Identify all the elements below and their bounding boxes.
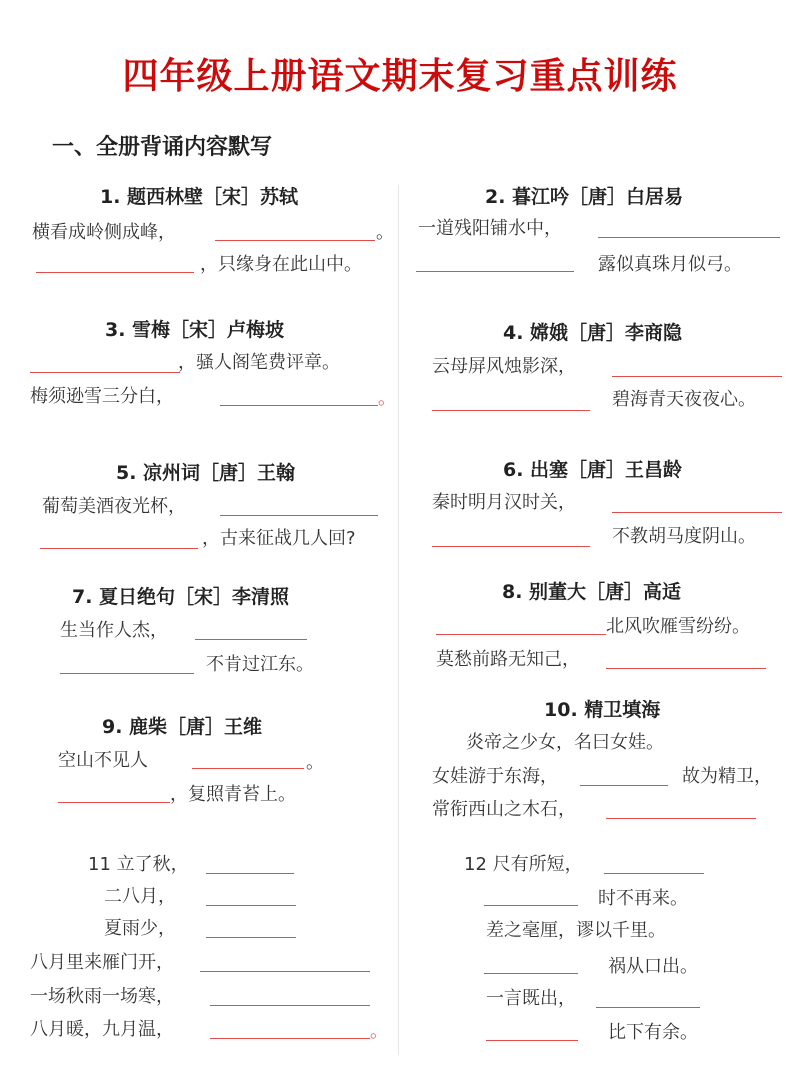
poem-title: 6. 出塞［唐］王昌龄 <box>503 459 683 481</box>
poem-title: 1. 题西林壁［宋］苏轼 <box>100 186 299 208</box>
poem-line: 莫愁前路无知己， <box>436 649 580 670</box>
fill-blank[interactable] <box>206 905 296 906</box>
poem-line: 横看成岭侧成峰， <box>32 222 176 243</box>
poem-title: 8. 别董大［唐］高适 <box>502 581 682 603</box>
fill-blank[interactable] <box>606 818 756 819</box>
poem-line: 秦时明月汉时关， <box>432 492 576 513</box>
poem-punct: 。 <box>370 1021 388 1042</box>
fill-blank[interactable] <box>220 405 378 406</box>
poem-line: 碧海青天夜夜心。 <box>612 389 756 410</box>
poem-line: 女娃游于东海， <box>432 766 558 787</box>
poem-line: 一道残阳铺水中， <box>418 218 562 239</box>
poem-line: 八月里来雁门开， <box>30 952 174 973</box>
fill-blank[interactable] <box>432 546 590 547</box>
fill-blank[interactable] <box>580 785 668 786</box>
poem-line: ，骚人阁笔费评章。 <box>178 352 340 373</box>
fill-blank[interactable] <box>432 410 590 411</box>
fill-blank[interactable] <box>606 668 766 669</box>
fill-blank[interactable] <box>486 1040 578 1041</box>
poem-line: ，古来征战几人回? <box>202 528 356 549</box>
poem-title: 3. 雪梅［宋］卢梅坡 <box>105 319 285 341</box>
poem-punct: 。 <box>378 388 396 409</box>
poem-line: 时不再来。 <box>598 888 688 909</box>
fill-blank[interactable] <box>30 372 180 373</box>
fill-blank[interactable] <box>206 937 296 938</box>
fill-blank[interactable] <box>484 973 578 974</box>
fill-blank[interactable] <box>60 673 194 674</box>
fill-blank[interactable] <box>612 512 782 513</box>
fill-blank[interactable] <box>40 548 198 549</box>
poem-line: 露似真珠月似弓。 <box>598 254 742 275</box>
fill-blank[interactable] <box>206 873 294 874</box>
poem-title: 2. 暮江吟［唐］白居易 <box>485 186 684 208</box>
fill-blank[interactable] <box>210 1038 370 1039</box>
poem-title: 9. 鹿柴［唐］王维 <box>102 716 263 738</box>
fill-blank[interactable] <box>200 971 370 972</box>
poem-title: 4. 嫦娥［唐］李商隐 <box>503 322 683 344</box>
column-divider <box>398 185 399 1055</box>
poem-title: 7. 夏日绝句［宋］李清照 <box>72 586 290 608</box>
poem-line: 炎帝之少女，名曰女娃。 <box>466 732 664 753</box>
poem-line: 11 立了秋， <box>88 854 189 875</box>
poem-line: 不肯过江东。 <box>206 654 314 675</box>
poem-line: 空山不见人 <box>58 750 148 771</box>
section-heading: 一、全册背诵内容默写 <box>52 135 273 160</box>
poem-line: 差之毫厘，谬以千里。 <box>486 920 666 941</box>
poem-line: ，复照青苔上。 <box>170 784 296 805</box>
poem-title: 10. 精卫填海 <box>544 699 661 721</box>
poem-line: 12 尺有所短， <box>464 854 583 875</box>
poem-line: 八月暖，九月温， <box>30 1019 174 1040</box>
fill-blank[interactable] <box>484 905 578 906</box>
poem-line: 葡萄美酒夜光杯， <box>42 496 186 517</box>
fill-blank[interactable] <box>195 639 307 640</box>
fill-blank[interactable] <box>598 237 780 238</box>
poem-line: 不教胡马度阴山。 <box>612 526 756 547</box>
fill-blank[interactable] <box>604 873 704 874</box>
page-title: 四年级上册语文期末复习重点训练 <box>122 56 678 97</box>
fill-blank[interactable] <box>220 515 378 516</box>
poem-line: 常衔西山之木石， <box>432 799 576 820</box>
poem-punct: 。 <box>376 222 394 243</box>
poem-line: 一场秋雨一场寒， <box>30 986 174 1007</box>
fill-blank[interactable] <box>210 1005 370 1006</box>
fill-blank[interactable] <box>596 1007 700 1008</box>
fill-blank[interactable] <box>36 272 194 273</box>
poem-line: ，只缘身在此山中。 <box>200 254 362 275</box>
poem-line: 二八月， <box>104 886 176 907</box>
poem-line: 夏雨少， <box>104 918 176 939</box>
poem-line: 故为精卫， <box>682 766 772 787</box>
fill-blank[interactable] <box>58 802 170 803</box>
poem-title: 5. 凉州词［唐］王翰 <box>116 462 296 484</box>
fill-blank[interactable] <box>215 240 375 241</box>
poem-line: 一言既出， <box>486 988 576 1009</box>
fill-blank[interactable] <box>192 768 304 769</box>
fill-blank[interactable] <box>612 376 782 377</box>
poem-line: 北风吹雁雪纷纷。 <box>606 616 750 637</box>
poem-line: 生当作人杰， <box>60 620 168 641</box>
fill-blank[interactable] <box>416 271 574 272</box>
fill-blank[interactable] <box>436 634 606 635</box>
poem-line: 梅须逊雪三分白， <box>30 386 174 407</box>
poem-line: 比下有余。 <box>608 1022 698 1043</box>
poem-line: 祸从口出。 <box>608 956 698 977</box>
poem-punct: 。 <box>306 752 324 773</box>
poem-line: 云母屏风烛影深， <box>432 356 576 377</box>
